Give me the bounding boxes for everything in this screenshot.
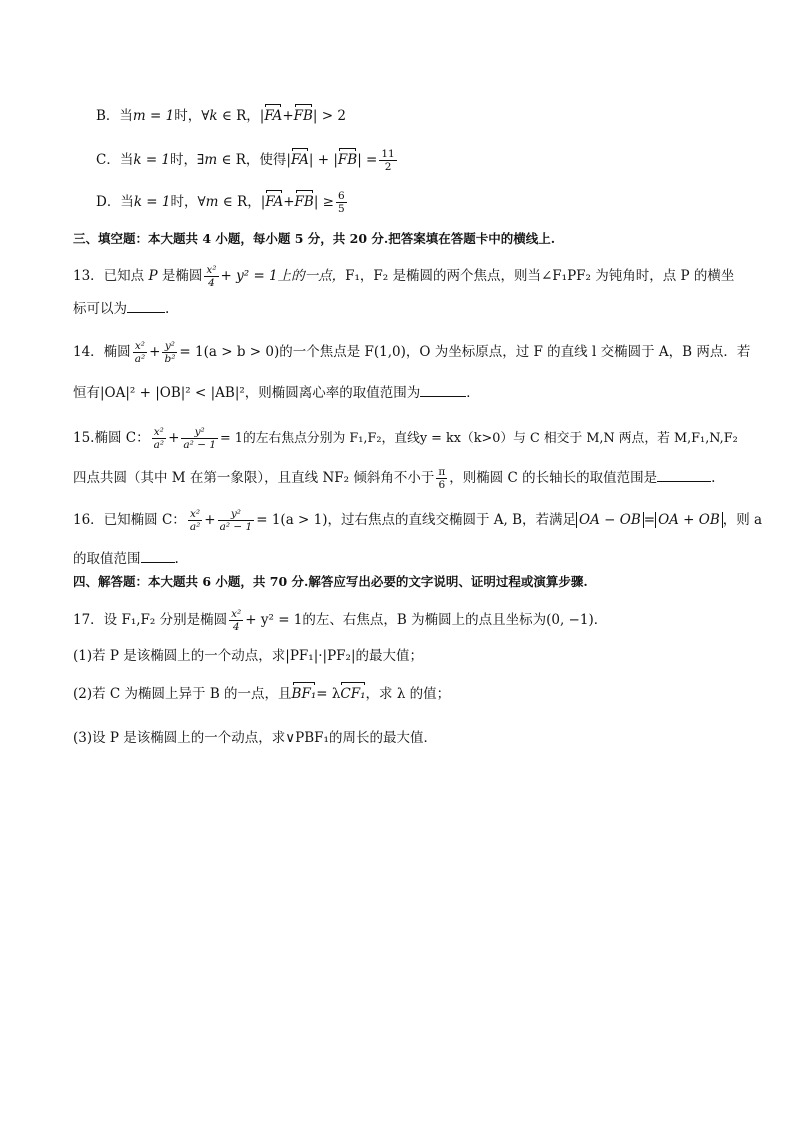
answer-blank[interactable]	[420, 382, 466, 397]
vector-fb: FB	[293, 108, 313, 124]
fraction: $\frac{\text{x²}}{4}$	[231, 608, 242, 633]
question-16-line-2: 的取值范围 .	[73, 548, 179, 569]
vector-fa: FA	[290, 152, 309, 168]
vector-fa: FA	[265, 194, 284, 210]
fraction: $\frac{\text{y²}}{\text{b²}}$	[164, 340, 176, 365]
section-heading-solutions: 四、解答题：本大题共 6 小题，共 70 分.解答应写出必要的文字说明、证明过程或演算步骤.	[73, 574, 588, 589]
question-15-line-2: 四点共圆（其中 M 在第一象限），且直线 NF₂ 倾斜角不小于 $\frac{\pi}{6}$ ，则椭圆 C 的长轴长的取值范围是 .	[73, 466, 716, 491]
option-d: D．当k = 1时，∀m ∈ R，|FA+FB| ≥ $\frac{6}{5}$	[96, 190, 345, 215]
answer-blank[interactable]	[657, 467, 711, 482]
fraction: $\frac{6}{5}$	[337, 190, 345, 215]
fraction: $\frac{11}{2}$	[381, 148, 395, 173]
vector-fb: FB	[294, 194, 314, 210]
fraction: $\frac{\text{x²}}{\text{a²}}$	[153, 426, 165, 451]
question-13-line-1: 13．已知点 P 是椭圆 $\frac{\text{x²}}{4}$ + y² = 1上的一点，F₁，F₂ 是椭圆的两个焦点，则当∠F₁PF₂ 为钝角时，点 P 的横坐	[73, 264, 735, 289]
fraction: $\frac{\text{x²}}{4}$	[206, 264, 217, 289]
question-14-line-1: 14．椭圆 $\frac{\text{x²}}{\text{a²}}$ + $\frac{\text{y²}}{\text{b²}}$ = 1(a > b > 0)的一个焦点是 F(1,0)，O 为坐标原点，过 F 的直线 l 交椭圆于 A，B 两点．若	[73, 340, 751, 365]
vector-fa: FA	[264, 108, 283, 124]
vector-bf1: BF₁	[291, 686, 317, 702]
question-15-line-1: 15.椭圆 C： $\frac{\text{x²}}{\text{a²}}$ + $\frac{\text{y²}}{\text{a² − 1}}$ = 1的左右焦点分别为 F₁,F₂，直线y = kx（k>0）与 C 相交于 M,N 两点，若 M,F₁,N,F₂	[73, 426, 738, 451]
vector-sum-magnitude: OA + OB	[655, 512, 723, 528]
question-17-stem: 17．设 F₁,F₂ 分别是椭圆 $\frac{\text{x²}}{4}$ + y² = 1的左、右焦点，B 为椭圆上的点且坐标为(0, −1)．	[73, 608, 608, 633]
question-13-line-2: 标可以为 .	[73, 298, 169, 319]
question-17-part-2: (2)若 C 为椭圆上异于 B 的一点，且BF₁= λCF₁，求 λ 的值；	[73, 686, 451, 702]
question-17-part-3: (3)设 P 是该椭圆上的一个动点，求∨PBF₁的周长的最大值．	[73, 730, 437, 746]
fraction: $\frac{\text{y²}}{\text{a² − 1}}$	[219, 508, 253, 533]
fraction: $\frac{\pi}{6}$	[438, 466, 446, 491]
vector-fb: FB	[337, 152, 358, 168]
option-c: C．当k = 1时，∃m ∈ R，使得|FA| + |FB| = $\frac{11}{2}$	[96, 148, 395, 173]
section-heading-fill-in: 三、填空题：本大题共 4 小题，每小题 5 分，共 20 分.把答案填在答题卡中的横线上.	[73, 231, 556, 246]
question-16-line-1: 16．已知椭圆 C： $\frac{\text{x²}}{\text{a²}}$ + $\frac{\text{y²}}{\text{a² − 1}}$ = 1(a > 1)，过右焦点的直线交椭圆于 A, B，若满足 OA − OB = OA + OB ，则 a	[73, 508, 763, 533]
option-b: B．当m = 1时，∀k ∈ R，|FA+FB| > 2	[96, 108, 346, 124]
fraction: $\frac{\text{y²}}{\text{a² − 1}}$	[183, 426, 217, 451]
fraction: $\frac{\text{x²}}{\text{a²}}$	[189, 508, 201, 533]
answer-blank[interactable]	[141, 548, 175, 563]
fraction: $\frac{\text{x²}}{\text{a²}}$	[134, 340, 146, 365]
question-17-part-1: (1)若 P 是该椭圆上的一个动点，求|PF₁|·|PF₂|的最大值；	[73, 648, 423, 664]
answer-blank[interactable]	[127, 298, 165, 313]
question-14-line-2: 恒有|OA|² + |OB|² < |AB|²，则椭圆离心率的取值范围为 ．	[73, 382, 480, 403]
vector-cf1: CF₁	[340, 686, 366, 702]
vector-difference-magnitude: OA − OB	[576, 512, 644, 528]
